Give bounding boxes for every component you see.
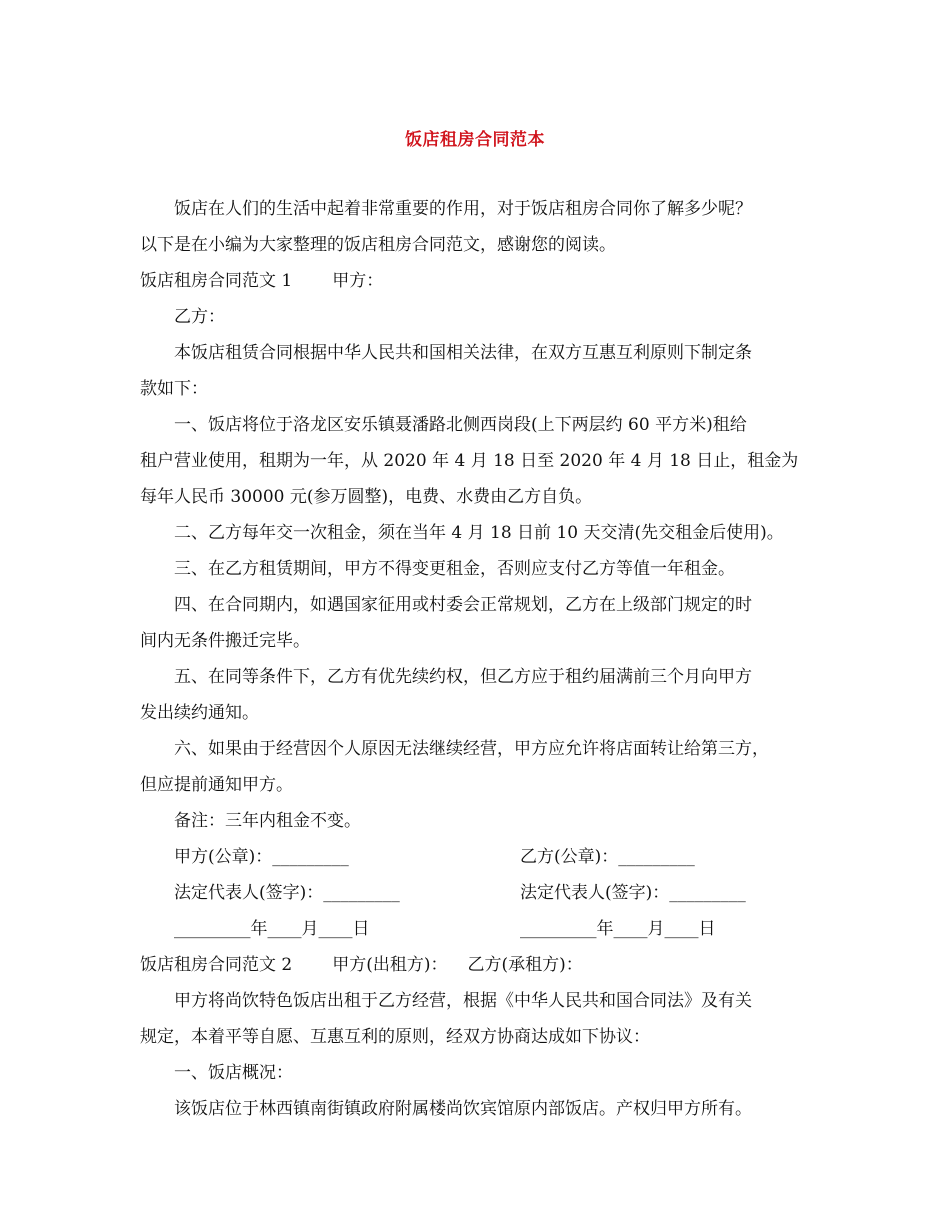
section-heading [140,947,815,983]
paragraph: 以下是在小编为大家整理的饭店租房合同范文，感谢您的阅读。 [140,235,616,255]
sample2-label: 饭店租房合同范文 2 [140,955,293,975]
paragraph: 本饭店租赁合同根据中华人民共和国相关法律，在双方互惠互利原则下制定条 [174,343,752,363]
paragraph: 饭店在人们的生活中起着非常重要的作用，对于饭店租房合同你了解多少呢？ [174,199,752,219]
paragraph: 四、在合同期内，如遇国家征用或村委会正常规划，乙方在上级部门规定的时 [174,595,752,615]
paragraph: 但应提前通知甲方。 [140,775,293,795]
paragraph: 租户营业使用，租期为一年，从 2020 年 4 月 18 日至 2020 年 4 月 18 日止，租金为 [140,451,799,471]
party-a-rep: 法定代表人(签字)：_________ [174,883,400,903]
paragraph: 备注：三年内租金不变。 [174,811,361,831]
sample2-party-b: 乙方(承租方)： [467,955,583,975]
paragraph: 三、在乙方租赁期间，甲方不得变更租金，否则应支付乙方等值一年租金。 [174,559,735,579]
paragraph: 款如下： [140,379,208,399]
signature-row-date [140,911,815,947]
paragraph: 一、饭店将位于洛龙区安乐镇聂潘路北侧西岗段(上下两层约 60 平方米)租给 [174,415,747,435]
paragraph: 每年人民币 30000 元(参万圆整)，电费、水费由乙方自负。 [140,487,593,507]
paragraph: 六、如果由于经营因个人原因无法继续经营，甲方应允许将店面转让给第三方， [174,739,769,759]
signature-row-seal [140,839,815,875]
party-b-date: _________年____月____日 [520,919,716,939]
signature-row-rep [140,875,815,911]
paragraph: 规定，本着平等自愿、互惠互利的原则，经双方协商达成如下协议： [140,1027,650,1047]
paragraph: 一、饭店概况： [174,1063,293,1083]
paragraph: 五、在同等条件下，乙方有优先续约权，但乙方应于租约届满前三个月向甲方 [174,667,752,687]
document-body [140,191,815,1127]
paragraph: 二、乙方每年交一次租金，须在当年 4 月 18 日前 10 天交清(先交租金后使用)。 [174,523,784,543]
sample2-party-a: 甲方(出租方)： [332,955,448,975]
section-heading [140,263,815,299]
party-b-rep: 法定代表人(签字)：_________ [520,883,746,903]
paragraph: 间内无条件搬迁完毕。 [140,631,310,651]
paragraph: 该饭店位于林西镇南街镇政府附属楼尚饮宾馆原内部饭店。产权归甲方所有。 [174,1099,752,1119]
paragraph: 发出续约通知。 [140,703,259,723]
party-a-date: _________年____月____日 [174,919,370,939]
document-title: 饭店租房合同范本 [405,130,545,150]
sample1-party-a: 甲方： [332,271,384,291]
party-b-seal: 乙方(公章)：_________ [520,847,695,867]
paragraph: 甲方将尚饮特色饭店出租于乙方经营，根据《中华人民共和国合同法》及有关 [174,991,752,1011]
sample1-label: 饭店租房合同范文 1 [140,271,293,291]
party-a-seal: 甲方(公章)：_________ [174,847,349,867]
paragraph: 乙方： [174,307,225,327]
